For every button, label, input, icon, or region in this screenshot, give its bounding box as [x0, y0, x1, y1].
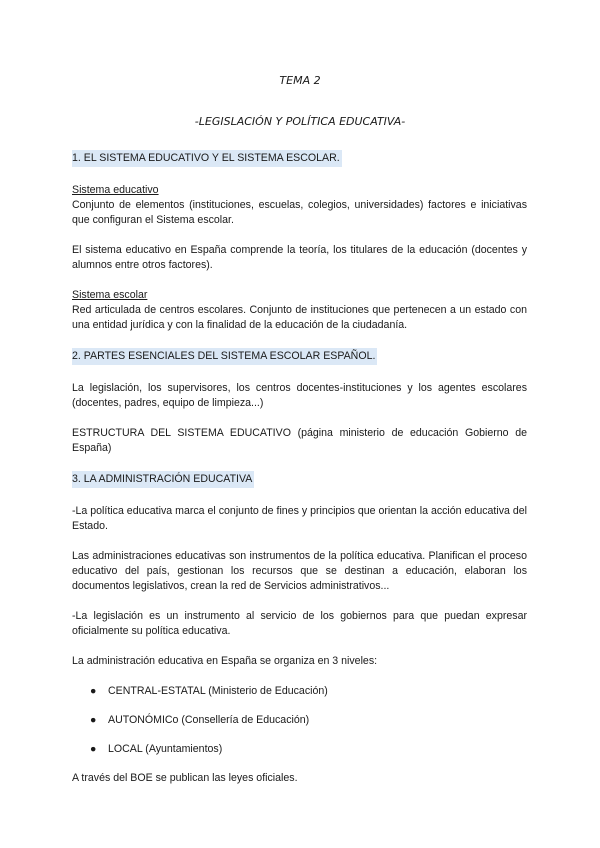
section-3-heading: 3. LA ADMINISTRACIÓN EDUCATIVA — [72, 471, 254, 488]
sistema-escolar-text: Red articulada de centros escolares. Conjunto de instituciones que pertenecen a un estado con una entidad jurídica y con la finalidad de la educación de la ciudadanía. — [72, 304, 527, 331]
list-item — [72, 713, 527, 728]
sistema-escolar-subheading: Sistema escolar — [72, 289, 148, 301]
politica-educativa-text: -La política educativa marca el conjunto de fines y principios que orientan la acción educativa del Estado. — [72, 505, 527, 532]
sistema-educativo-subheading: Sistema educativo — [72, 184, 159, 196]
sistema-escolar-definition — [72, 288, 527, 333]
niveles-intro-text: La administración educativa en España se organiza en 3 niveles: — [72, 655, 378, 667]
bullet-icon: ● — [90, 743, 97, 755]
level-label: CENTRAL-ESTATAL (Ministerio de Educación) — [108, 685, 328, 697]
level-label: LOCAL (Ayuntamientos) — [108, 743, 223, 755]
document-body — [72, 150, 527, 786]
administraciones-text: Las administraciones educativas son instrumentos de la política educativa. Planifican el proceso educativo del país, gestionan los recursos que se destinan a educación, elaboran los documentos legislativos, crean la red de Servicios administrativos... — [72, 550, 527, 592]
level-label: AUTONÓMICo (Consellería de Educación) — [108, 714, 310, 726]
legislacion-text: -La legislación es un instrumento al servicio de los gobiernos para que puedan expresar oficialmente su política educativa. — [72, 610, 527, 637]
list-item — [72, 684, 527, 699]
sistema-educativo-text: Conjunto de elementos (instituciones, escuelas, colegios, universidades) factores e iniciativas que configuran el Sistema escolar. — [72, 199, 527, 226]
document-subtitle: -LEGISLACIÓN Y POLÍTICA EDUCATIVA- — [194, 115, 406, 128]
bullet-icon: ● — [90, 685, 97, 697]
partes-esenciales-text: La legislación, los supervisores, los centros docentes-instituciones y los agentes escolares (docentes, padres, equipo de limpieza...) — [72, 382, 527, 409]
section-2-heading: 2. PARTES ESENCIALES DEL SISTEMA ESCOLAR ESPAÑOL. — [72, 348, 377, 365]
sistema-educativo-spain-text: El sistema educativo en España comprende la teoría, los titulares de la educación (docentes y alumnos entre otros factores). — [72, 244, 527, 271]
sistema-educativo-definition — [72, 183, 527, 228]
bullet-icon: ● — [90, 714, 97, 726]
levels-list — [72, 684, 527, 757]
list-item — [72, 742, 527, 757]
boe-text: A través del BOE se publican las leyes oficiales. — [72, 772, 298, 784]
document-title: TEMA 2 — [279, 74, 321, 87]
estructura-text: ESTRUCTURA DEL SISTEMA EDUCATIVO (página ministerio de educación Gobierno de España) — [72, 427, 527, 454]
section-1-heading: 1. EL SISTEMA EDUCATIVO Y EL SISTEMA ESCOLAR. — [72, 150, 342, 167]
